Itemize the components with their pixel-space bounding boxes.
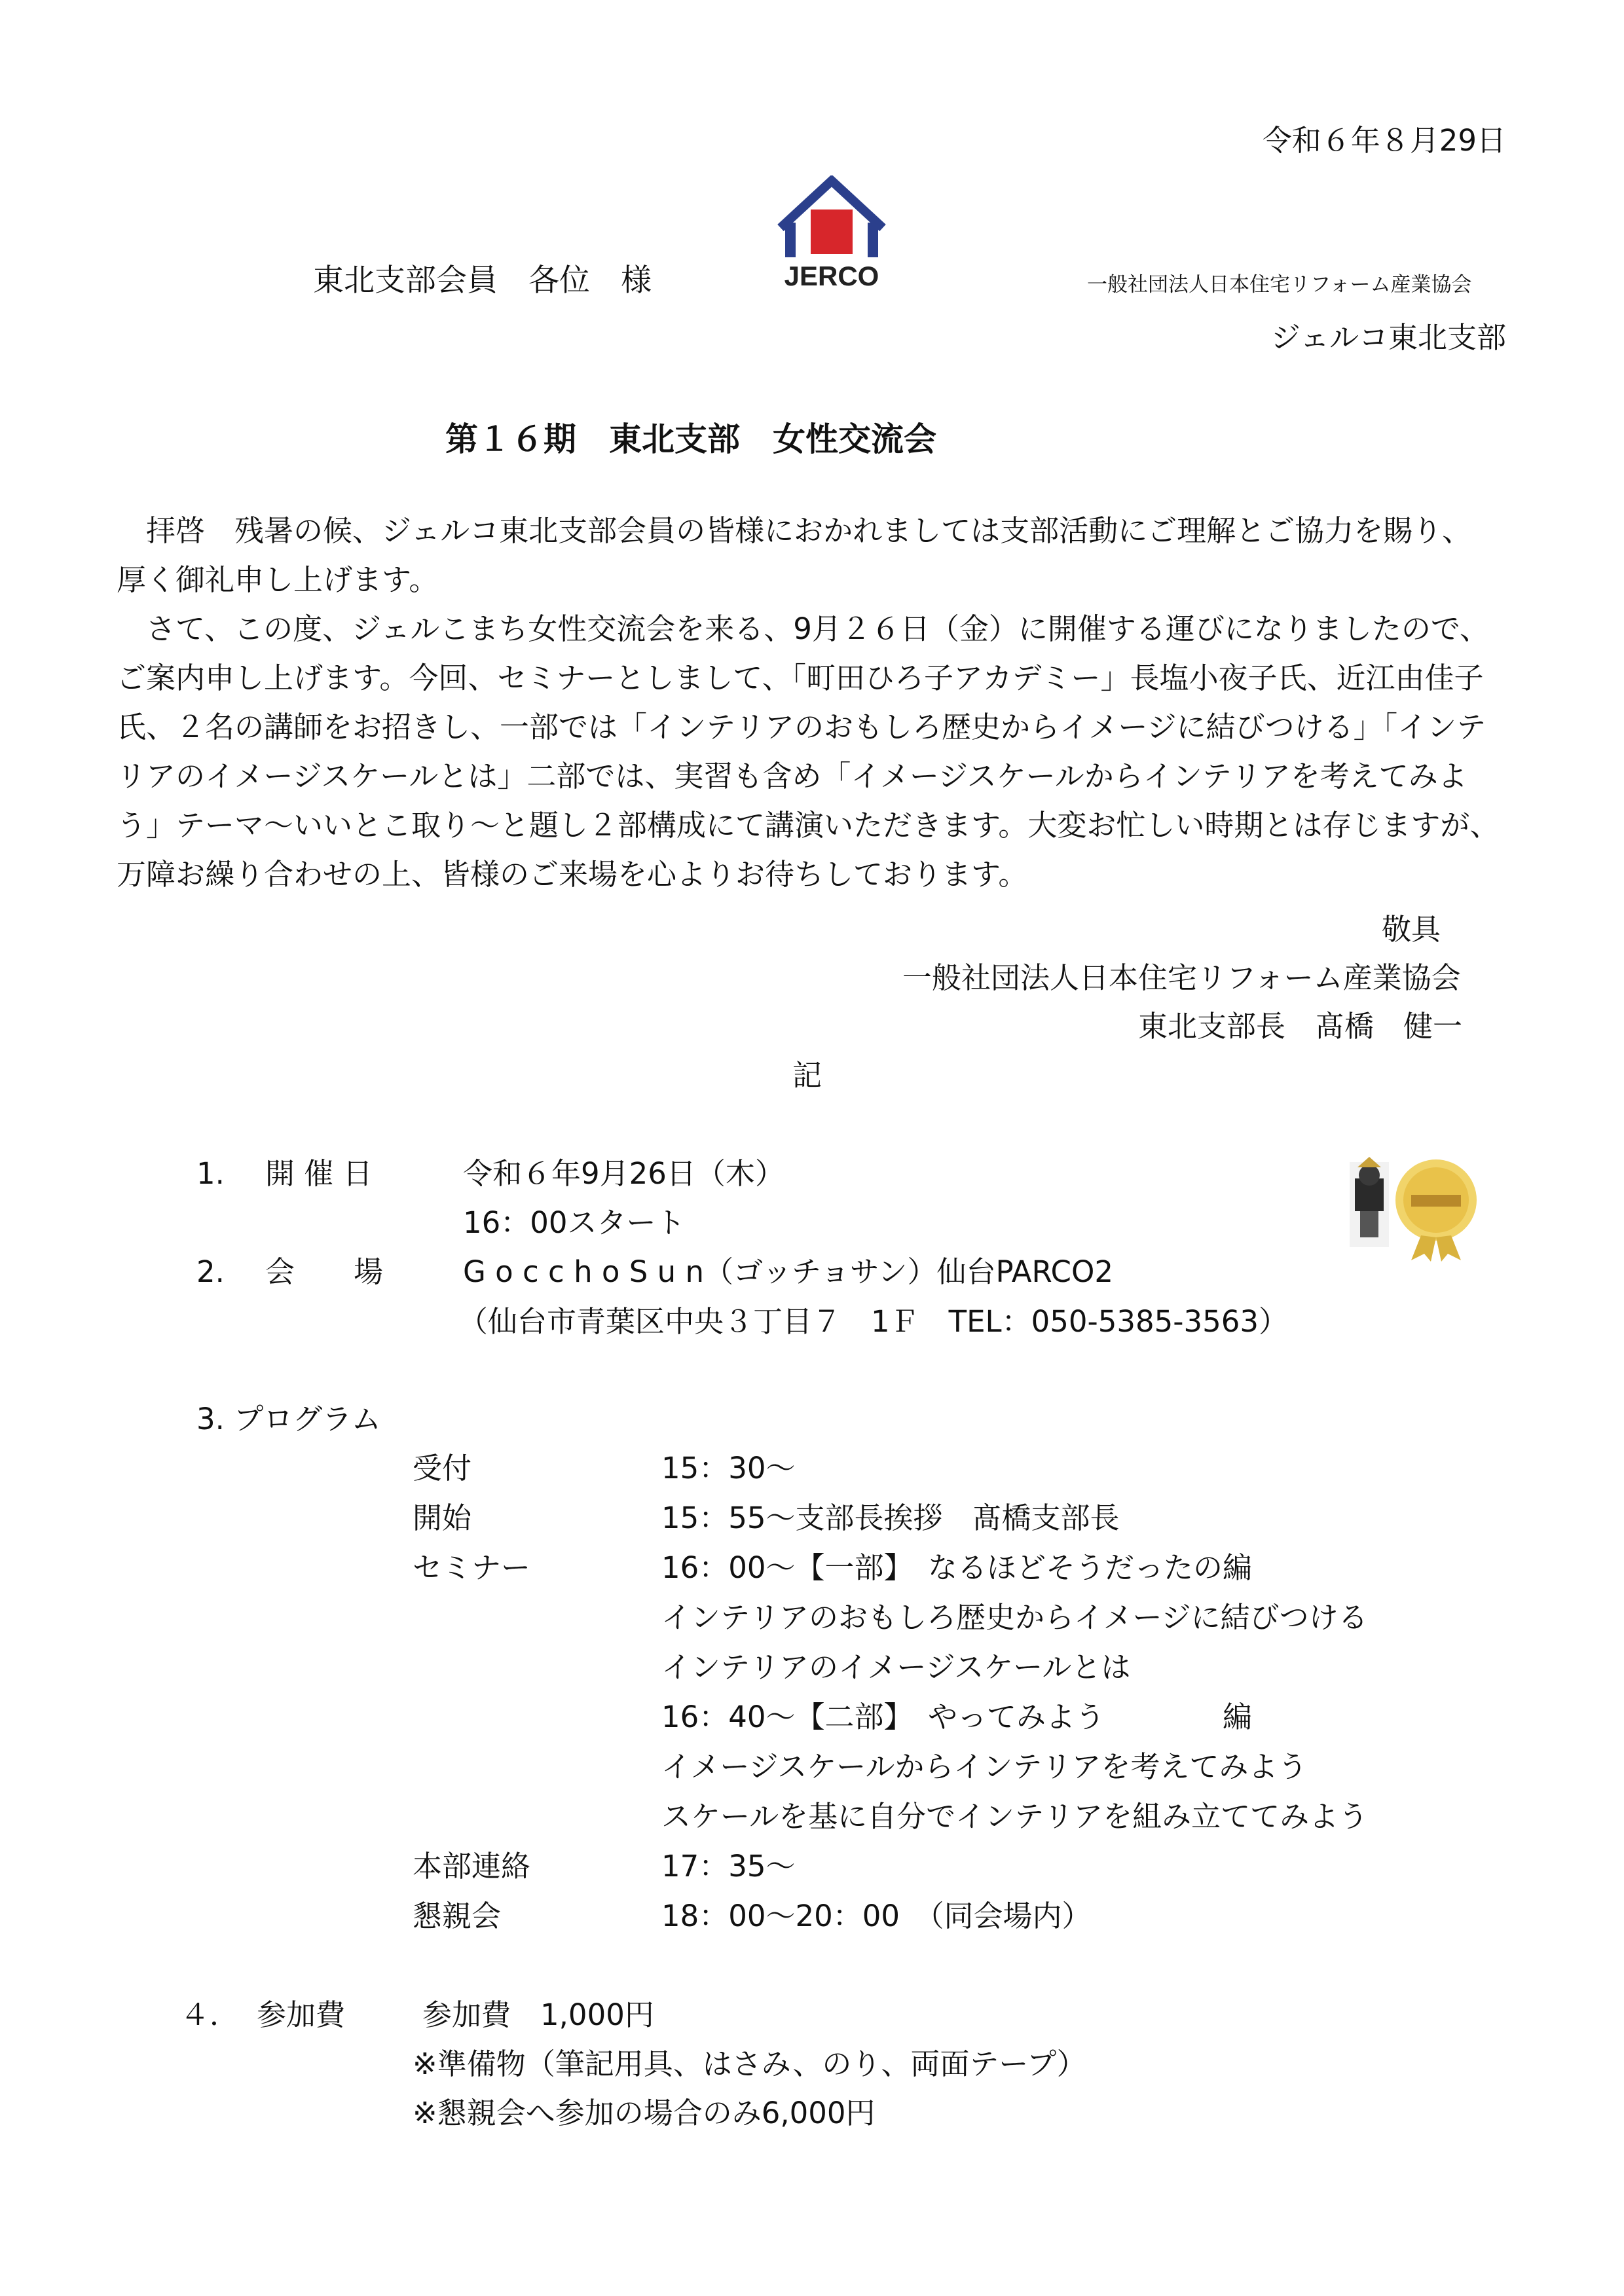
program-row-text: 16：40～【二部】 やってみよう 編 [661,1700,1253,1734]
item-venue-number: 2. [196,1254,225,1289]
program-row-text: 15：55～支部長挨拶 髙橋支部長 [661,1501,1120,1535]
body-line: さて、この度、ジェルこまち女性交流会を来る、9月２６日（金）に開催する運びになりましたので、 [117,611,1489,646]
item-fee-note-party: ※懇親会へ参加の場合のみ6,000円 [413,2096,876,2130]
body-line: 拝啓 残暑の候、ジェルコ東北支部会員の皆様におかれましては支部活動にご理解とご協力を賜り、 [117,513,1472,548]
item-venue-value: G o c c h o S u n（ゴッチョサン）仙台PARCO2 [463,1254,1114,1289]
document-date: 令和６年８月29日 [1262,123,1506,158]
program-row-label: 懇親会 [413,1899,502,1933]
program-row-text: スケールを基に自分でインテリアを組み立ててみよう [661,1799,1369,1834]
program-row-text: 16：00～【一部】 なるほどそうだったの編 [661,1550,1253,1585]
logo-text: JERCO [784,261,879,291]
item-fee-number: ４． [180,1997,240,2032]
ki-mark: 記 [792,1058,822,1093]
page-title: 第１６期 東北支部 女性交流会 [445,420,936,458]
org-name-small: 一般社団法人日本住宅リフォーム産業協会 [1087,273,1472,297]
program-row-text: 18：00～20：00 （同会場内） [661,1899,1092,1933]
item-date-value: 令和６年9月26日（木） [463,1156,784,1191]
program-row-label: セミナー [413,1550,531,1585]
recipient-line: 東北支部会員 各位 様 [313,263,652,299]
jerco-logo [766,175,897,293]
branch-name: ジェルコ東北支部 [1270,320,1506,355]
program-row-label: 受付 [413,1451,472,1485]
item-date-label: 開 催 日 [265,1156,373,1191]
item-date-start: 16：00スタート [463,1205,686,1240]
program-row-label: 本部連絡 [413,1849,531,1884]
item-fee-note-supplies: ※準備物（筆記用具、はさみ、のり、両面テープ） [413,2047,1086,2081]
body-line: 氏、２名の講師をお招きし、一部では「インテリアのおもしろ歴史からイメージに結びつける」「インテ [117,710,1486,744]
body-line: 万障お繰り合わせの上、皆様のご来場を心よりお待ちしております。 [117,857,1028,892]
closing-org: 一般社団法人日本住宅リフォーム産業協会 [902,960,1461,995]
program-row-text: 17：35～ [661,1849,796,1884]
closing-signer: 東北支部長 髙橋 健一 [1138,1009,1463,1044]
body-line: リアのイメージスケールとは」二部では、実習も含め「イメージスケールからインテリアを考えてみよ [117,759,1467,793]
certification-badge-icon [1346,1149,1483,1264]
program-row-text: インテリアのおもしろ歴史からイメージに結びつける [661,1600,1368,1635]
item-venue-address: （仙台市青葉区中央３丁目７ 1Ｆ TEL：050-5385-3563） [458,1304,1289,1339]
program-row-label: 開始 [413,1501,472,1535]
body-line: ご案内申し上げます。今回、セミナーとしまして、「町田ひろ子アカデミー」長塩小夜子氏、近江由佳子 [117,661,1484,695]
item-fee-value: 参加費 1,000円 [422,1997,654,2032]
body-line: う」テーマ～いいとこ取り～と題し２部構成にて講演いただきます。大変お忙しい時期とは存じますが、 [117,808,1500,843]
program-heading: 3. プログラム [196,1402,381,1436]
program-row-text: インテリアのイメージスケールとは [661,1650,1131,1685]
item-venue-label: 会 場 [265,1254,384,1289]
body-line: 厚く御礼申し上げます。 [117,562,439,597]
program-row-text: 15：30～ [661,1451,796,1485]
item-fee-label: 参加費 [257,1997,346,2032]
program-row-text: イメージスケールからインテリアを考えてみよう [661,1749,1308,1784]
body-paragraph [117,506,1518,899]
item-date-number: 1. [196,1156,225,1191]
closing-keigu: 敬具 [1382,912,1441,947]
